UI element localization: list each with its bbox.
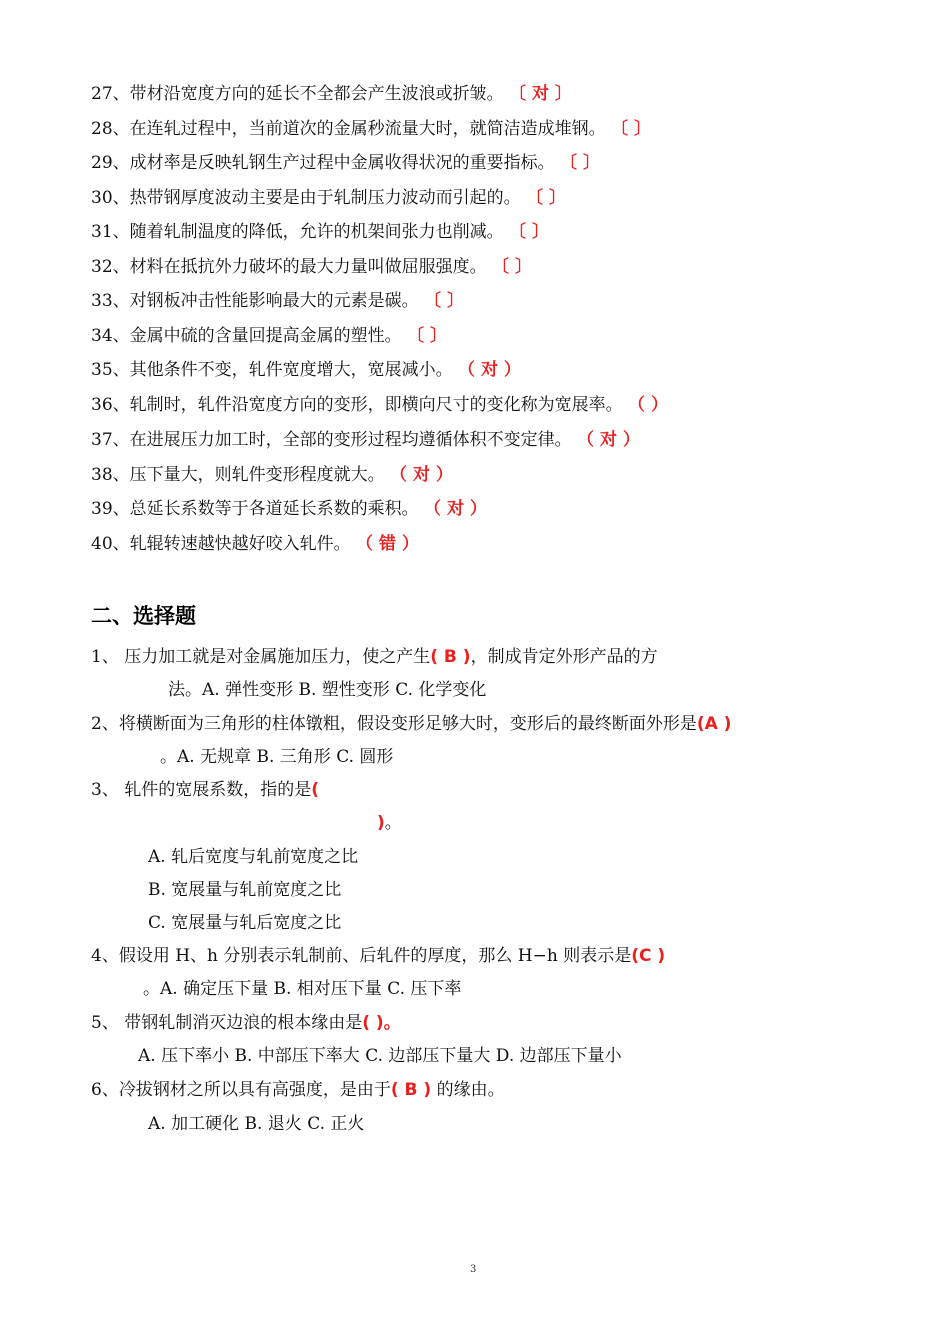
tf-answer: 〔 〕: [424, 291, 464, 311]
tf-item-40: [91, 533, 419, 555]
mc-question-4: [91, 945, 665, 967]
mc-question-5: [91, 1012, 401, 1034]
tf-answer: （ 对 ）: [458, 360, 521, 380]
tf-answer: 〔 〕: [407, 326, 447, 346]
tf-item-39: [91, 498, 487, 520]
mc-answer: ( B ): [390, 1080, 432, 1100]
mc-option-3b: B. 宽展量与轧前宽度之比: [148, 880, 342, 900]
tf-question: 34、金属中硫的含量回提高金属的塑性。: [91, 326, 402, 346]
tf-answer: （ 对 ）: [424, 499, 487, 519]
mc-answer: (A ): [696, 714, 732, 734]
tf-question: 39、总延长系数等于各道延长系数的乘积。: [91, 499, 419, 519]
mc-question-text: 2、将横断面为三角形的柱体镦粗，假设变形足够大时，变形后的最终断面外形是: [91, 714, 697, 734]
tf-answer: （ 对 ）: [577, 430, 640, 450]
mc-question-text: 6、冷拔钢材之所以具有高强度，是由于: [91, 1080, 391, 1100]
tf-question: 40、轧辊转速越快越好咬入轧件。: [91, 534, 351, 554]
mc-answer: ): [377, 813, 385, 833]
mc-options-2: 。A. 无规章 B. 三角形 C. 圆形: [160, 747, 394, 767]
tf-item-35: [91, 359, 521, 381]
tf-answer: 〔 〕: [526, 188, 566, 208]
tf-item-36: [91, 394, 668, 416]
mc-option-3a: A. 轧后宽度与轧前宽度之比: [148, 847, 359, 867]
tf-item-33: [91, 290, 464, 312]
tf-item-29: [91, 152, 600, 174]
mc-question-text: 的缘由。: [431, 1080, 505, 1100]
tf-question: 37、在进展压力加工时，全部的变形过程均遵循体积不变定律。: [91, 430, 572, 450]
tf-answer: 〔 〕: [611, 119, 651, 139]
tf-question: 32、材料在抵抗外力破坏的最大力量叫做屈服强度。: [91, 257, 487, 277]
tf-item-37: [91, 429, 640, 451]
mc-question-2: [91, 713, 731, 735]
tf-item-28: [91, 118, 651, 140]
tf-item-27: [91, 83, 572, 105]
mc-options-4: 。A. 确定压下量 B. 相对压下量 C. 压下率: [143, 979, 462, 999]
tf-answer: 〔 〕: [492, 257, 532, 277]
mc-answer: ( )。: [362, 1013, 401, 1033]
mc-question-text: 5、 带钢轧制消灭边浪的根本缘由是: [91, 1013, 363, 1033]
mc-options-6: A. 加工硬化 B. 退火 C. 正火: [148, 1114, 365, 1134]
mc-options-5: A. 压下率小 B. 中部压下率大 C. 边部压下量大 D. 边部压下量小: [138, 1046, 622, 1066]
tf-question: 30、热带钢厚度波动主要是由于轧制压力波动而引起的。: [91, 188, 521, 208]
mc-question-3: [91, 779, 319, 801]
section-title: 二、选择题: [91, 604, 196, 628]
tf-question: 28、在连轧过程中，当前道次的金属秒流量大时，就简洁造成堆钢。: [91, 119, 606, 139]
tf-item-38: [91, 464, 453, 486]
tf-item-32: [91, 256, 532, 278]
mc-question-text: ，制成肯定外形产品的方: [470, 647, 658, 667]
tf-answer: 〔 〕: [560, 153, 600, 173]
tf-answer: 〔 〕: [509, 222, 549, 242]
mc-question-3-close: [377, 812, 402, 834]
tf-item-34: [91, 325, 447, 347]
mc-answer: (C ): [631, 946, 666, 966]
tf-answer: （ ）: [628, 395, 668, 415]
mc-question-1: [91, 646, 658, 668]
tf-question: 36、轧制时，轧件沿宽度方向的变形，即横向尺寸的变化称为宽展率。: [91, 395, 623, 415]
tf-question: 31、随着轧制温度的降低，允许的机架间张力也削减。: [91, 222, 504, 242]
mc-question-text: 3、 轧件的宽展系数，指的是: [91, 780, 312, 800]
tf-item-31: [91, 221, 549, 243]
mc-question-text: 。: [384, 813, 402, 833]
mc-question-text: 1、 压力加工就是对金属施加压力，使之产生: [91, 647, 431, 667]
tf-item-30: [91, 187, 566, 209]
mc-question-6: [91, 1079, 505, 1101]
mc-option-3c: C. 宽展量与轧后宽度之比: [148, 913, 342, 933]
mc-answer: (: [311, 780, 320, 800]
tf-question: 38、压下量大，则轧件变形程度就大。: [91, 465, 385, 485]
mc-options-1: 法。A. 弹性变形 B. 塑性变形 C. 化学变化: [168, 680, 487, 700]
tf-question: 29、成材率是反映轧钢生产过程中金属收得状况的重要指标。: [91, 153, 555, 173]
mc-answer: ( B ): [430, 647, 471, 667]
tf-answer: 〔 对 〕: [509, 84, 572, 104]
tf-question: 27、带材沿宽度方向的延长不全都会产生波浪或折皱。: [91, 84, 504, 104]
mc-question-text: 4、假设用 H、h 分别表示轧制前、后轧件的厚度，那么 H−h 则表示是: [91, 946, 632, 966]
tf-answer: （ 对 ）: [390, 465, 453, 485]
tf-answer: （ 错 ）: [356, 534, 419, 554]
tf-question: 33、对钢板冲击性能影响最大的元素是碳。: [91, 291, 419, 311]
tf-question: 35、其他条件不变，轧件宽度增大，宽展减小。: [91, 360, 453, 380]
page-number: 3: [470, 1264, 477, 1275]
